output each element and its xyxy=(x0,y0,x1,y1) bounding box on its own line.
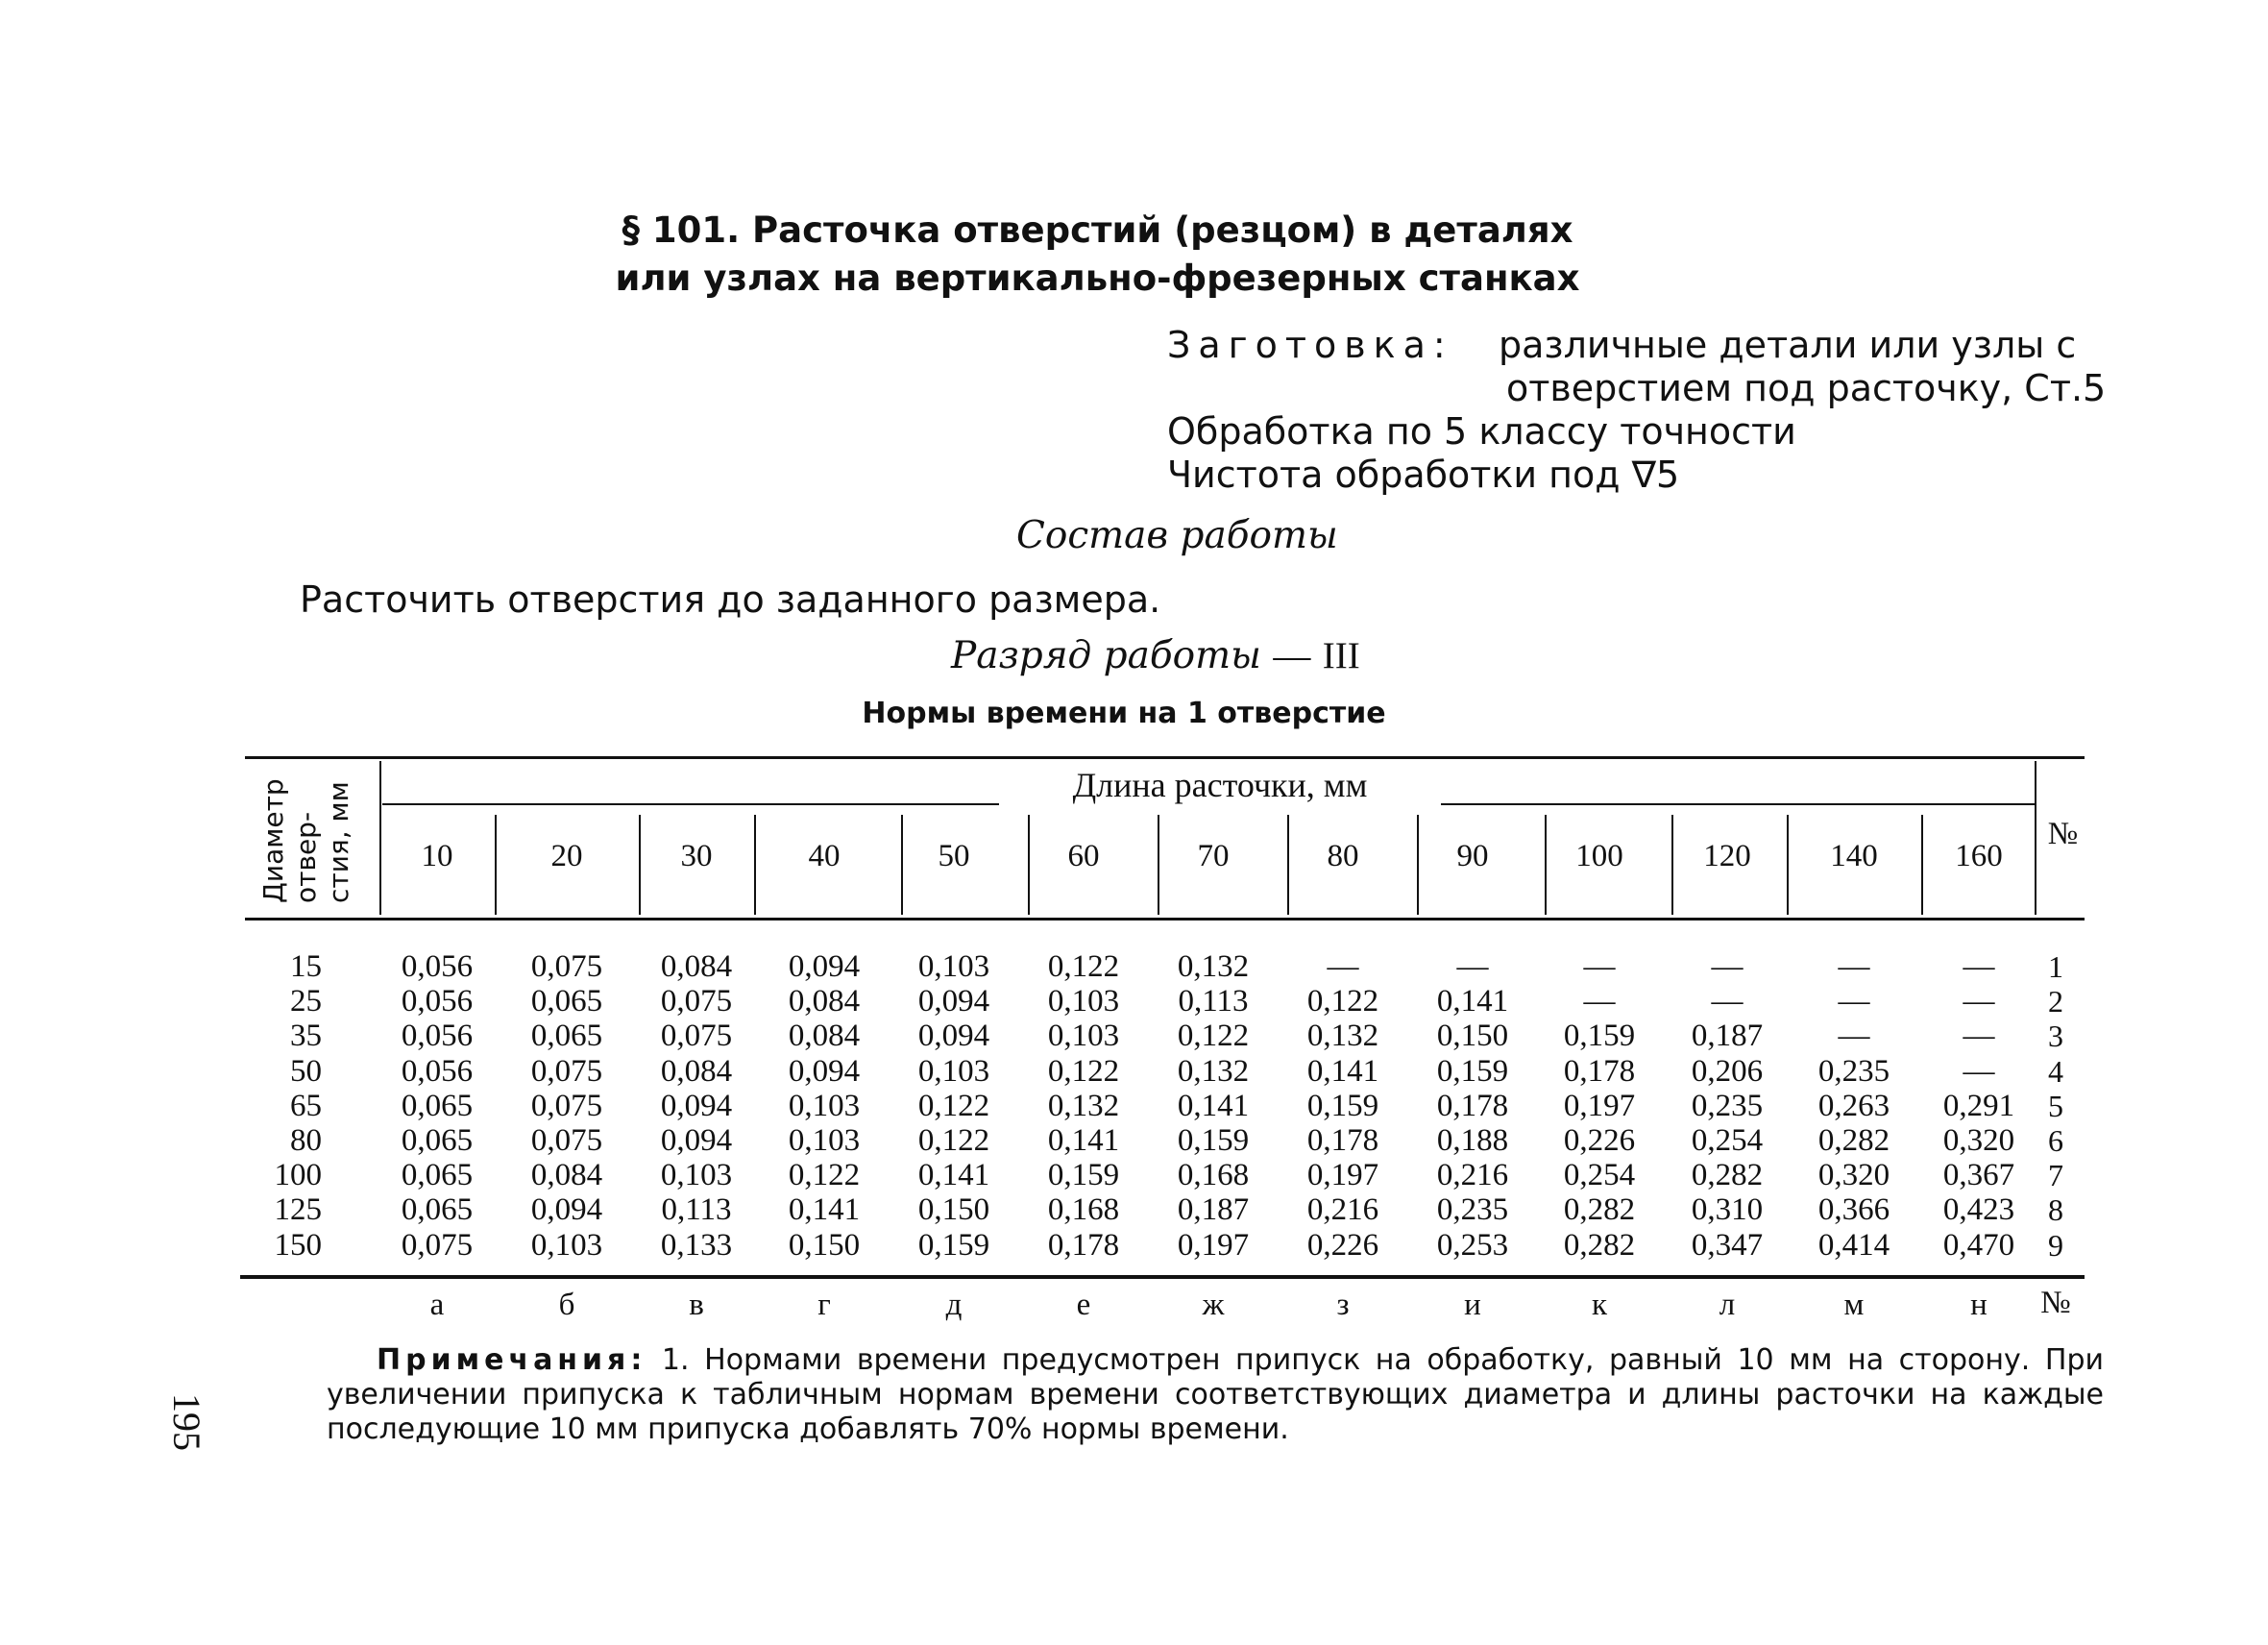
norm-cell: 0,103 xyxy=(788,1088,861,1123)
norm-cell: 0,159 xyxy=(1047,1158,1120,1193)
length-header-cell: 50 xyxy=(938,839,970,873)
norm-cell: 0,084 xyxy=(530,1158,603,1193)
norm-cell: 0,226 xyxy=(1306,1227,1379,1263)
norm-cell: 0,084 xyxy=(788,984,861,1019)
diameter-cell: 50 xyxy=(290,1053,322,1089)
norm-cell: 0,282 xyxy=(1691,1158,1764,1193)
diam-header-line1: Диаметр xyxy=(257,778,289,903)
norm-cell: 0,075 xyxy=(530,1053,603,1089)
length-col-separator xyxy=(1158,815,1159,915)
letters-num-label: № xyxy=(2040,1286,2071,1320)
length-header-cell: 30 xyxy=(680,839,713,873)
norm-cell: 0,084 xyxy=(660,1053,733,1089)
norm-cell: 0,141 xyxy=(917,1158,990,1193)
length-header-cell: 70 xyxy=(1197,839,1230,873)
length-col-separator xyxy=(1671,815,1673,915)
length-header-cell: 100 xyxy=(1575,839,1623,873)
diam-header xyxy=(257,778,355,903)
norm-cell: 0,103 xyxy=(917,949,990,984)
norm-cell: 0,367 xyxy=(1942,1158,2015,1193)
norm-cell: 0,133 xyxy=(660,1227,733,1263)
row-number-cell: 7 xyxy=(2048,1158,2063,1193)
norm-cell: 0,187 xyxy=(1691,1019,1764,1054)
row-number-cell: 9 xyxy=(2048,1227,2063,1263)
norm-cell: 0,168 xyxy=(1047,1192,1120,1228)
norm-cell: 0,122 xyxy=(1047,1053,1120,1089)
norm-cell: 0,065 xyxy=(401,1088,474,1123)
norm-cell: 0,056 xyxy=(401,1053,474,1089)
norm-cell: 0,150 xyxy=(788,1227,861,1263)
norm-cell: 0,282 xyxy=(1563,1192,1636,1228)
norm-cell: — xyxy=(1963,984,1995,1019)
norm-cell: — xyxy=(1327,949,1359,984)
column-letter: б xyxy=(558,1288,575,1322)
norm-cell: 0,056 xyxy=(401,949,474,984)
length-header-cell: 40 xyxy=(808,839,841,873)
norm-cell: 0,188 xyxy=(1436,1123,1509,1158)
norm-cell: 0,065 xyxy=(530,1019,603,1054)
grade-dash: — xyxy=(1273,635,1311,676)
norm-cell: 0,197 xyxy=(1563,1088,1636,1123)
norm-cell: 0,094 xyxy=(917,984,990,1019)
norm-cell: 0,075 xyxy=(401,1227,474,1263)
norm-cell: 0,178 xyxy=(1436,1088,1509,1123)
norm-cell: 0,159 xyxy=(1177,1123,1250,1158)
row-number-cell: 3 xyxy=(2048,1019,2063,1054)
diam-header-line2: отвер- xyxy=(290,811,322,903)
norm-cell: 0,414 xyxy=(1817,1227,1890,1263)
norm-cell: 0,206 xyxy=(1691,1053,1764,1089)
work-grade xyxy=(951,634,1360,677)
column-letter: а xyxy=(429,1288,445,1322)
norm-cell: 0,075 xyxy=(660,984,733,1019)
norm-cell: 0,168 xyxy=(1177,1158,1250,1193)
norm-cell: 0,132 xyxy=(1047,1088,1120,1123)
length-header-cell: 10 xyxy=(421,839,453,873)
norm-cell: 0,103 xyxy=(530,1227,603,1263)
column-letter: в xyxy=(689,1288,704,1322)
column-letter: е xyxy=(1076,1288,1091,1322)
norm-cell: 0,122 xyxy=(788,1158,861,1193)
norm-cell: 0,056 xyxy=(401,984,474,1019)
norm-cell: 0,084 xyxy=(660,949,733,984)
norm-cell: — xyxy=(1838,1019,1870,1054)
norm-cell: — xyxy=(1583,949,1616,984)
norm-cell: 0,366 xyxy=(1817,1192,1890,1228)
length-col-separator xyxy=(1028,815,1030,915)
norm-cell: 0,075 xyxy=(530,1088,603,1123)
norm-cell: 0,178 xyxy=(1563,1053,1636,1089)
norm-cell: 0,159 xyxy=(1436,1053,1509,1089)
work-description: Расточить отверстия до заданного размера. xyxy=(300,578,1161,621)
norm-cell: 0,291 xyxy=(1942,1088,2015,1123)
length-col-separator xyxy=(1545,815,1547,915)
column-letter: ж xyxy=(1202,1288,1225,1322)
norm-cell: — xyxy=(1963,1019,1995,1054)
length-header-cell: 80 xyxy=(1327,839,1359,873)
norm-cell: 0,094 xyxy=(530,1192,603,1228)
notes xyxy=(327,1343,2104,1447)
diameter-cell: 25 xyxy=(290,984,322,1019)
table-caption: Нормы времени на 1 отверстие xyxy=(862,697,1386,730)
blank-value-line1: различные детали или узлы с xyxy=(1499,324,2077,366)
norm-cell: — xyxy=(1583,984,1616,1019)
norm-cell: 0,141 xyxy=(1306,1053,1379,1089)
surface-finish: Чистота обработки под ∇5 xyxy=(1167,454,1680,496)
norm-cell: 0,094 xyxy=(660,1088,733,1123)
norm-cell: 0,122 xyxy=(917,1088,990,1123)
blank-label: Заготовка: xyxy=(1167,324,1453,366)
column-letter: з xyxy=(1336,1288,1350,1322)
diameter-cell: 15 xyxy=(290,949,322,984)
norm-cell: 0,075 xyxy=(530,1123,603,1158)
length-header-cell: 120 xyxy=(1703,839,1751,873)
norm-cell: 0,103 xyxy=(660,1158,733,1193)
norm-cell: 0,310 xyxy=(1691,1192,1764,1228)
diameter-cell: 65 xyxy=(290,1088,322,1123)
length-header-cell: 20 xyxy=(550,839,583,873)
norm-cell: 0,103 xyxy=(917,1053,990,1089)
norm-cell: 0,065 xyxy=(401,1158,474,1193)
column-letter: к xyxy=(1591,1288,1608,1322)
grade-value: III xyxy=(1322,635,1360,676)
table-bottom-rule xyxy=(240,1275,2085,1279)
norm-cell: — xyxy=(1963,1053,1995,1089)
norm-cell: 0,159 xyxy=(1563,1019,1636,1054)
norm-cell: 0,178 xyxy=(1306,1123,1379,1158)
column-letter: л xyxy=(1719,1288,1736,1322)
length-col-separator xyxy=(1287,815,1289,915)
diam-col-separator xyxy=(379,761,381,915)
norm-cell: — xyxy=(1711,949,1744,984)
norm-cell: — xyxy=(1456,949,1489,984)
row-number-cell: 4 xyxy=(2048,1053,2063,1089)
norm-cell: 0,423 xyxy=(1942,1192,2015,1228)
section-title-line2: или узлах на вертикально-фрезерных станках xyxy=(615,258,1580,299)
norm-cell: 0,084 xyxy=(788,1019,861,1054)
norm-cell: 0,150 xyxy=(917,1192,990,1228)
row-number-cell: 1 xyxy=(2048,949,2063,984)
norm-cell: — xyxy=(1838,984,1870,1019)
num-col-separator xyxy=(2035,761,2036,915)
norm-cell: 0,075 xyxy=(530,949,603,984)
length-col-separator xyxy=(639,815,641,915)
norm-cell: 0,282 xyxy=(1563,1227,1636,1263)
norm-cell: — xyxy=(1711,984,1744,1019)
diameter-cell: 100 xyxy=(274,1158,322,1193)
column-letter: и xyxy=(1464,1288,1481,1322)
norm-cell: 0,113 xyxy=(1178,984,1249,1019)
diameter-cell: 150 xyxy=(274,1227,322,1263)
norm-cell: 0,159 xyxy=(917,1227,990,1263)
norm-cell: 0,094 xyxy=(917,1019,990,1054)
norm-cell: 0,065 xyxy=(401,1192,474,1228)
norm-cell: 0,094 xyxy=(788,1053,861,1089)
table-top-rule xyxy=(245,756,2085,759)
norm-cell: 0,235 xyxy=(1436,1192,1509,1228)
norm-cell: 0,253 xyxy=(1436,1227,1509,1263)
norm-cell: 0,187 xyxy=(1177,1192,1250,1228)
column-letter: м xyxy=(1843,1288,1865,1322)
norm-cell: 0,065 xyxy=(530,984,603,1019)
norm-cell: 0,235 xyxy=(1817,1053,1890,1089)
norm-cell: 0,216 xyxy=(1436,1158,1509,1193)
row-number-cell: 6 xyxy=(2048,1123,2063,1158)
length-header-cell: 140 xyxy=(1830,839,1878,873)
norm-cell: 0,075 xyxy=(660,1019,733,1054)
norm-cell: 0,132 xyxy=(1306,1019,1379,1054)
column-letter: д xyxy=(945,1288,963,1322)
norm-cell: 0,141 xyxy=(1436,984,1509,1019)
row-number-cell: 5 xyxy=(2048,1088,2063,1123)
norm-cell: 0,320 xyxy=(1817,1158,1890,1193)
norm-cell: 0,254 xyxy=(1691,1123,1764,1158)
column-letter: н xyxy=(1970,1288,1988,1322)
norm-cell: 0,103 xyxy=(1047,984,1120,1019)
length-col-separator xyxy=(754,815,756,915)
norm-cell: 0,197 xyxy=(1306,1158,1379,1193)
length-header-cell: 60 xyxy=(1067,839,1100,873)
num-header: № xyxy=(2047,817,2079,851)
norm-cell: 0,132 xyxy=(1177,1053,1250,1089)
norm-cell: 0,141 xyxy=(788,1192,861,1228)
norm-cell: 0,122 xyxy=(1047,949,1120,984)
row-number-cell: 2 xyxy=(2048,984,2063,1019)
diameter-cell: 35 xyxy=(290,1019,322,1054)
notes-label: Примечания: xyxy=(377,1343,647,1377)
norm-cell: 0,347 xyxy=(1691,1227,1764,1263)
grade-label: Разряд работы xyxy=(951,634,1261,677)
norm-cell: 0,056 xyxy=(401,1019,474,1054)
length-col-separator xyxy=(1921,815,1923,915)
norm-cell: 0,094 xyxy=(660,1123,733,1158)
processing-class: Обработка по 5 классу точности xyxy=(1167,410,1796,453)
page-number: 195 xyxy=(165,1393,208,1451)
norm-cell: 0,122 xyxy=(1306,984,1379,1019)
row-number-cell: 8 xyxy=(2048,1192,2063,1228)
section-title-line1: § 101. Расточка отверстий (резцом) в деталях xyxy=(622,209,1573,251)
diameter-cell: 125 xyxy=(274,1192,322,1228)
diam-header-line3: стия, мм xyxy=(323,781,354,903)
length-col-separator xyxy=(901,815,903,915)
norm-cell: 0,065 xyxy=(401,1123,474,1158)
norm-cell: 0,132 xyxy=(1177,949,1250,984)
norm-cell: 0,103 xyxy=(1047,1019,1120,1054)
norm-cell: 0,470 xyxy=(1942,1227,2015,1263)
header-bottom-rule xyxy=(245,918,2085,921)
norm-cell: 0,282 xyxy=(1817,1123,1890,1158)
length-header-cell: 90 xyxy=(1456,839,1489,873)
norm-cell: 0,103 xyxy=(788,1123,861,1158)
norm-cell: 0,226 xyxy=(1563,1123,1636,1158)
norm-cell: 0,254 xyxy=(1563,1158,1636,1193)
length-header: Длина расточки, мм xyxy=(999,765,1441,805)
norm-cell: 0,159 xyxy=(1306,1088,1379,1123)
diameter-cell: 80 xyxy=(290,1123,322,1158)
column-letter: г xyxy=(817,1288,831,1322)
norm-cell: — xyxy=(1838,949,1870,984)
length-col-separator xyxy=(1417,815,1419,915)
notes-text: 1. Нормами времени предусмотрен припуск на обработку, равный 10 мм на сторону. При увеличении припуска к табличным нормам времени соответствующих диаметра и длины расточки на каждые последующие 10 мм припуска добавлять 70% нормы времени. xyxy=(327,1343,2104,1446)
norm-cell: 0,141 xyxy=(1177,1088,1250,1123)
norm-cell: 0,113 xyxy=(661,1192,732,1228)
norm-cell: 0,263 xyxy=(1817,1088,1890,1123)
work-heading: Состав работы xyxy=(1016,514,1338,557)
length-col-separator xyxy=(1787,815,1789,915)
norm-cell: 0,122 xyxy=(917,1123,990,1158)
norm-cell: 0,178 xyxy=(1047,1227,1120,1263)
blank-value-line2: отверстием под расточку, Ст.5 xyxy=(1506,367,2107,409)
norm-cell: 0,197 xyxy=(1177,1227,1250,1263)
norm-cell: 0,150 xyxy=(1436,1019,1509,1054)
norm-cell: 0,094 xyxy=(788,949,861,984)
norm-cell: 0,141 xyxy=(1047,1123,1120,1158)
norm-cell: 0,235 xyxy=(1691,1088,1764,1123)
length-col-separator xyxy=(495,815,497,915)
norm-cell: — xyxy=(1963,949,1995,984)
length-header-cell: 160 xyxy=(1955,839,2003,873)
norm-cell: 0,122 xyxy=(1177,1019,1250,1054)
norm-cell: 0,320 xyxy=(1942,1123,2015,1158)
norm-cell: 0,216 xyxy=(1306,1192,1379,1228)
